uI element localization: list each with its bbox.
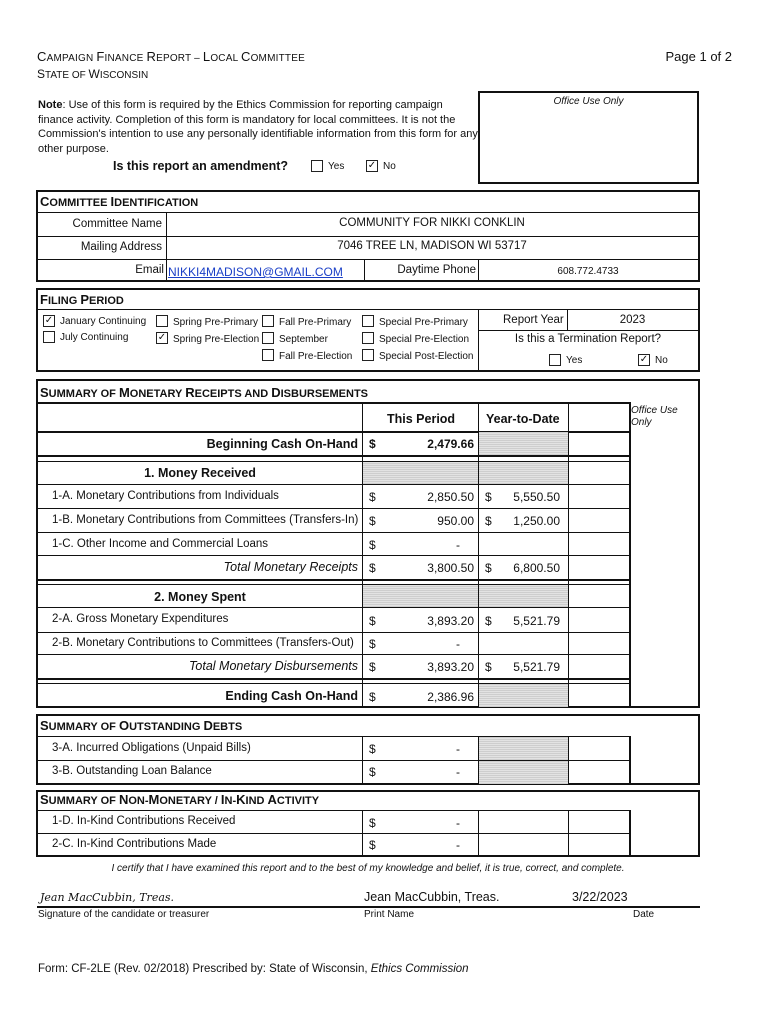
row-1c-label: 1-C. Other Income and Commercial Loans xyxy=(52,538,269,550)
row-1b-this[interactable]: 950.00 xyxy=(437,514,474,528)
report-year-label: Report Year xyxy=(503,314,564,326)
date-label: Date xyxy=(633,909,655,920)
total-disbursements-label: Total Monetary Disbursements xyxy=(188,659,358,673)
committee-section-title: COMMITTEE IDENTIFICATION xyxy=(40,194,199,209)
form-subtitle: STATE OF WISCONSIN xyxy=(37,67,149,81)
row-1d-value[interactable]: - xyxy=(456,816,460,830)
daytime-phone-label: Daytime Phone xyxy=(397,264,476,276)
row-3b-label: 3-B. Outstanding Loan Balance xyxy=(52,765,212,777)
jul-continuing-label: July Continuing xyxy=(60,332,129,343)
signature-label: Signature of the candidate or treasurer xyxy=(38,909,210,920)
ending-cash-value[interactable]: 2,386.96 xyxy=(427,690,474,704)
row-2c-label: 2-C. In-Kind Contributions Made xyxy=(52,838,217,850)
filing-period-title: FILING PERIOD xyxy=(40,292,124,307)
row-1a-label: 1-A. Monetary Contributions from Individuals xyxy=(52,490,279,502)
amendment-no-checkbox[interactable]: ✓ xyxy=(367,160,377,171)
total-disbursements-this[interactable]: 3,893.20 xyxy=(427,660,474,674)
report-year-value[interactable]: 2023 xyxy=(619,314,646,326)
dollar-sign: $ xyxy=(369,765,376,779)
jan-continuing-checkbox[interactable]: ✓ xyxy=(44,315,54,326)
termination-no-label: No xyxy=(655,355,668,366)
row-1b-label: 1-B. Monetary Contributions from Committees (Transfers-In) xyxy=(52,514,359,526)
special-pre-primary-label: Special Pre-Primary xyxy=(379,317,468,328)
total-receipts-ytd[interactable]: 6,800.50 xyxy=(513,561,560,575)
spring-pre-election-label: Spring Pre-Election xyxy=(173,334,260,345)
termination-yes-checkbox[interactable] xyxy=(549,354,561,366)
special-post-election-checkbox[interactable] xyxy=(362,349,374,361)
form-title: CAMPAIGN FINANCE REPORT – LOCAL COMMITTEE xyxy=(37,49,305,64)
row-1a-ytd[interactable]: 5,550.50 xyxy=(513,490,560,504)
office-use-label: Office Use Only xyxy=(631,405,678,428)
row-2a-ytd[interactable]: 5,521.79 xyxy=(513,614,560,628)
ending-cash-label: Ending Cash On-Hand xyxy=(225,689,358,703)
dollar-sign: $ xyxy=(369,660,376,674)
dollar-sign: $ xyxy=(369,490,376,504)
dollar-sign: $ xyxy=(369,742,376,756)
row-2c-value[interactable]: - xyxy=(456,838,460,852)
dollar-sign: $ xyxy=(369,690,376,704)
total-receipts-label: Total Monetary Receipts xyxy=(223,560,358,574)
certification-text: I certify that I have examined this report and to the best of my knowledge and belief, it is true, correct, and complete. xyxy=(111,863,625,874)
dollar-sign: $ xyxy=(369,561,376,575)
signature-script[interactable]: Jean MacCubbin, Treas. xyxy=(40,891,175,904)
termination-no-checkbox[interactable]: ✓ xyxy=(639,354,649,365)
september-checkbox[interactable] xyxy=(262,332,274,344)
row-2b-this[interactable]: - xyxy=(456,637,460,651)
fall-pre-primary-label: Fall Pre-Primary xyxy=(279,317,352,328)
row-2b-label: 2-B. Monetary Contributions to Committees (Transfers-Out) xyxy=(52,637,354,649)
row-3b-value[interactable]: - xyxy=(456,765,460,779)
committee-name-value[interactable]: COMMUNITY FOR NIKKI CONKLIN xyxy=(339,217,525,229)
dollar-sign: $ xyxy=(485,561,492,575)
amendment-yes-checkbox[interactable] xyxy=(311,160,323,172)
row-3a-value[interactable]: - xyxy=(456,742,460,756)
email-value[interactable]: NIKKI4MADISON@GMAIL.COM xyxy=(168,265,343,279)
jul-continuing-checkbox[interactable] xyxy=(43,331,55,343)
dollar-sign: $ xyxy=(485,514,492,528)
row-1b-ytd[interactable]: 1,250.00 xyxy=(513,514,560,528)
outstanding-debts-title: SUMMARY OF OUTSTANDING DEBTS xyxy=(40,718,243,733)
termination-question: Is this a Termination Report? xyxy=(514,333,662,345)
amendment-no-label: No xyxy=(383,161,396,172)
page-number: Page 1 of 2 xyxy=(665,49,732,64)
daytime-phone-value[interactable]: 608.772.4733 xyxy=(557,266,619,277)
spring-pre-primary-checkbox[interactable] xyxy=(156,315,168,327)
dollar-sign: $ xyxy=(369,614,376,628)
fall-pre-election-label: Fall Pre-Election xyxy=(279,351,353,362)
date-value[interactable]: 3/22/2023 xyxy=(572,890,628,904)
note-text: Note: Use of this form is required by the Ethics Commission for reporting campaign finance activity. Completion of this form is mandatory for local committees. It is not the Commission's intention to use any personally identifiable information from this form for any other purpose. xyxy=(38,99,478,155)
col-this-period: This Period xyxy=(387,412,456,426)
dollar-sign: $ xyxy=(485,490,492,504)
dollar-sign: $ xyxy=(369,637,376,651)
termination-yes-label: Yes xyxy=(566,355,583,366)
jan-continuing-label: January Continuing xyxy=(60,316,147,327)
row-2a-label: 2-A. Gross Monetary Expenditures xyxy=(52,613,229,625)
dollar-sign: $ xyxy=(485,660,492,674)
fall-pre-primary-checkbox[interactable] xyxy=(262,315,274,327)
row-1a-this[interactable]: 2,850.50 xyxy=(427,490,474,504)
special-post-election-label: Special Post-Election xyxy=(379,351,474,362)
amendment-question: Is this report an amendment? xyxy=(113,159,289,173)
email-label: Email xyxy=(135,264,164,276)
row-1c-this[interactable]: - xyxy=(456,538,460,552)
monetary-summary-title: SUMMARY OF MONETARY RECEIPTS AND DISBURSEMENTS xyxy=(40,385,369,400)
spring-pre-primary-label: Spring Pre-Primary xyxy=(173,317,259,328)
special-pre-election-label: Special Pre-Election xyxy=(379,334,470,345)
total-receipts-this[interactable]: 3,800.50 xyxy=(427,561,474,575)
total-disbursements-ytd[interactable]: 5,521.79 xyxy=(513,660,560,674)
mailing-address-value[interactable]: 7046 TREE LN, MADISON WI 53717 xyxy=(337,240,527,252)
dollar-sign: $ xyxy=(369,514,376,528)
col-year-to-date: Year-to-Date xyxy=(486,412,560,426)
special-pre-primary-checkbox[interactable] xyxy=(362,315,374,327)
row-1d-label: 1-D. In-Kind Contributions Received xyxy=(52,815,236,827)
spring-pre-election-checkbox[interactable]: ✓ xyxy=(157,332,167,343)
office-use-box: Office Use Only xyxy=(478,91,699,184)
dollar-sign: $ xyxy=(485,614,492,628)
print-name-label: Print Name xyxy=(364,909,415,920)
money-spent-header: 2. Money Spent xyxy=(154,590,246,604)
money-received-header: 1. Money Received xyxy=(144,466,256,480)
row-3a-label: 3-A. Incurred Obligations (Unpaid Bills) xyxy=(52,742,251,754)
beginning-cash-label: Beginning Cash On-Hand xyxy=(206,437,358,451)
mailing-address-label: Mailing Address xyxy=(80,241,162,253)
september-label: September xyxy=(279,334,328,345)
footer: Form: CF-2LE (Rev. 02/2018) Prescribed by: State of Wisconsin, Ethics Commission xyxy=(38,963,469,975)
committee-name-label: Committee Name xyxy=(72,218,162,230)
beginning-cash-value[interactable]: 2,479.66 xyxy=(427,437,474,451)
inkind-title: SUMMARY OF NON-MONETARY / IN-KIND ACTIVITY xyxy=(40,792,320,807)
dollar-sign: $ xyxy=(369,838,376,852)
dollar-sign: $ xyxy=(369,816,376,830)
print-name-value[interactable]: Jean MacCubbin, Treas. xyxy=(364,890,500,904)
special-pre-election-checkbox[interactable] xyxy=(362,332,374,344)
row-2a-this[interactable]: 3,893.20 xyxy=(427,614,474,628)
amendment-yes-label: Yes xyxy=(328,161,345,172)
fall-pre-election-checkbox[interactable] xyxy=(262,349,274,361)
dollar-sign: $ xyxy=(369,538,376,552)
dollar-sign: $ xyxy=(369,437,376,451)
